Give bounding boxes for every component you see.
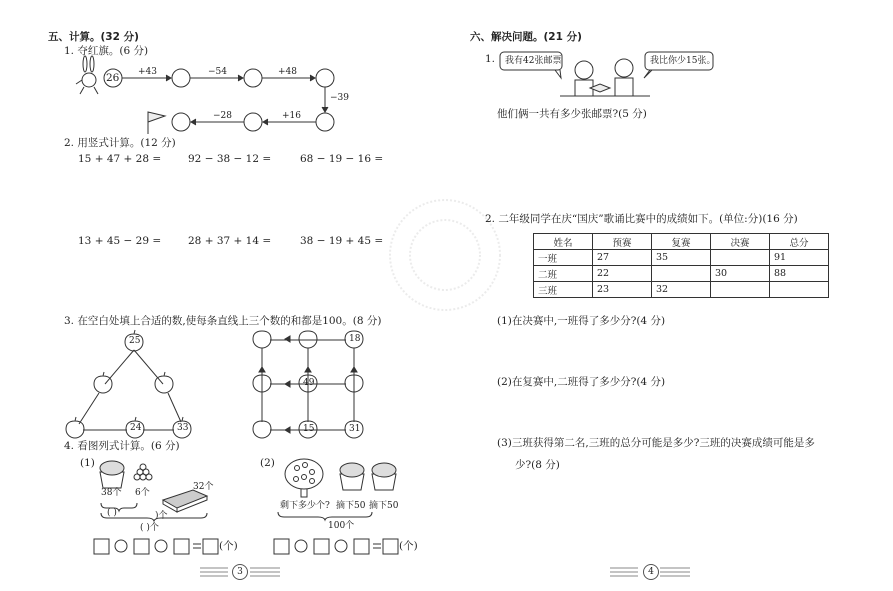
table-cell: 27 bbox=[593, 250, 652, 266]
table-cell bbox=[711, 282, 770, 298]
race-circle-4 bbox=[316, 113, 334, 131]
table-cell: 一班 bbox=[534, 250, 593, 266]
table-cell bbox=[652, 266, 711, 282]
table-cell bbox=[711, 250, 770, 266]
op-2: −54 bbox=[208, 67, 227, 77]
s6-q1-question: 他们俩一共有多少张邮票?(5 分) bbox=[497, 108, 647, 120]
grid-top-right: 18 bbox=[349, 334, 361, 344]
calc-5: 28 + 37 + 14 = bbox=[188, 235, 272, 247]
s6-q2-label: 2. 二年级同学在庆“国庆”歌诵比赛中的成绩如下。(单位:分)(16 分) bbox=[485, 213, 798, 225]
s6-q1-num: 1. bbox=[485, 53, 496, 65]
q4-p1-paren: ( ) bbox=[107, 508, 117, 518]
apple-shapes bbox=[66, 330, 191, 438]
q2-label: 2. 用竖式计算。(12 分) bbox=[64, 137, 176, 149]
brace-large bbox=[278, 512, 372, 520]
triangle-diagram bbox=[66, 330, 191, 438]
race-circle-6 bbox=[172, 113, 190, 131]
unit-2: (个) bbox=[399, 540, 418, 552]
apples-stack-icon bbox=[134, 464, 152, 480]
q4-p1-a: 38个 bbox=[101, 488, 122, 498]
table-header-cell: 复赛 bbox=[652, 234, 711, 250]
bubble-2: 我比你少15张。 bbox=[650, 56, 716, 66]
basket-icon bbox=[100, 461, 124, 488]
calc-6: 38 − 19 + 45 = bbox=[300, 235, 384, 247]
race-circle-1 bbox=[172, 69, 190, 87]
table-cell: 二班 bbox=[534, 266, 593, 282]
q4-part1-label: (1) bbox=[80, 457, 95, 469]
basket-icon bbox=[340, 463, 364, 490]
op-5: +16 bbox=[282, 111, 301, 121]
bubble-1: 我有42张邮票 bbox=[505, 56, 562, 66]
answer-blanks bbox=[94, 539, 398, 554]
race-circle-3 bbox=[316, 69, 334, 87]
start-value: 26 bbox=[106, 72, 120, 84]
table-cell: 23 bbox=[593, 282, 652, 298]
q4-p1-c: 32个 bbox=[193, 482, 214, 492]
calc-3: 68 − 19 − 16 = bbox=[300, 153, 384, 165]
op-1: +43 bbox=[138, 67, 157, 77]
tri-top: 25 bbox=[129, 336, 141, 346]
table-cell: 35 bbox=[652, 250, 711, 266]
table-header-cell: 总分 bbox=[770, 234, 829, 250]
q4-p2-m1: 摘下50 bbox=[336, 501, 366, 511]
grid-bottom-mid: 15 bbox=[303, 424, 315, 434]
table-row bbox=[534, 250, 829, 266]
op-3: +48 bbox=[278, 67, 297, 77]
q4-p2-total: 100个 bbox=[328, 521, 355, 531]
race-circle-2 bbox=[244, 69, 262, 87]
q4-label: 4. 看图列式计算。(6 分) bbox=[64, 440, 180, 452]
s6-sub3-line1: (3)三班获得第二名,三班的总分可能是多少?三班的决赛成绩可能是多 bbox=[497, 437, 815, 449]
table-header-cell: 预赛 bbox=[593, 234, 652, 250]
page-number-left: 3 bbox=[232, 564, 248, 580]
q4-p1-total: ( )个 bbox=[140, 523, 159, 533]
table-cell: 30 bbox=[711, 266, 770, 282]
table-header bbox=[534, 234, 829, 250]
q1-label: 1. 夺红旗。(6 分) bbox=[64, 45, 149, 57]
boy-icon bbox=[575, 61, 593, 96]
table-cell: 32 bbox=[652, 282, 711, 298]
girl-icon bbox=[615, 59, 633, 96]
q4-p2-m2: 摘下50 bbox=[369, 501, 399, 511]
crate-icon bbox=[163, 490, 207, 512]
table-cell: 22 bbox=[593, 266, 652, 282]
q4-part2-label: (2) bbox=[260, 457, 275, 469]
grid-center: 49 bbox=[303, 378, 315, 388]
op-4: −39 bbox=[330, 93, 349, 103]
table-row bbox=[534, 282, 829, 298]
table-cell: 88 bbox=[770, 266, 829, 282]
q4-p1-suffix: )个 bbox=[155, 511, 168, 521]
unit-1: (个) bbox=[219, 540, 238, 552]
basket-icon bbox=[372, 463, 396, 490]
race-circle-5 bbox=[244, 113, 262, 131]
s6-sub2: (2)在复赛中,二班得了多少分?(4 分) bbox=[497, 376, 666, 388]
table-cell bbox=[770, 282, 829, 298]
section5-title: 五、计算。(32 分) bbox=[48, 31, 139, 43]
rabbit-icon bbox=[76, 56, 98, 94]
tri-bottom-mid: 24 bbox=[130, 423, 142, 433]
apple-tree-icon bbox=[285, 459, 323, 497]
section6-title: 六、解决问题。(21 分) bbox=[470, 31, 582, 43]
calc-2: 92 − 38 − 12 = bbox=[188, 153, 272, 165]
op-6: −28 bbox=[213, 111, 232, 121]
table-cell: 91 bbox=[770, 250, 829, 266]
watermark bbox=[390, 200, 500, 310]
q4-p2-left: 剩下多少个? bbox=[280, 501, 330, 511]
table-row bbox=[534, 266, 829, 282]
q3-label: 3. 在空白处填上合适的数,使每条直线上三个数的和都是100。(8 分) bbox=[64, 315, 382, 327]
table-header-cell: 决赛 bbox=[711, 234, 770, 250]
grid-bottom-right: 31 bbox=[349, 424, 361, 434]
q4-p1-b: 6个 bbox=[135, 488, 150, 498]
tri-bottom-right: 33 bbox=[177, 423, 189, 433]
s6-sub1: (1)在决赛中,一班得了多少分?(4 分) bbox=[497, 315, 666, 327]
table-cell: 三班 bbox=[534, 282, 593, 298]
calc-1: 15 + 47 + 28 = bbox=[78, 153, 162, 165]
score-table bbox=[533, 233, 829, 298]
table-header-cell: 姓名 bbox=[534, 234, 593, 250]
page-number-right: 4 bbox=[643, 564, 659, 580]
page-footer-decor bbox=[200, 568, 690, 576]
calc-4: 13 + 45 − 29 = bbox=[78, 235, 162, 247]
s6-sub3-line2: 少?(8 分) bbox=[515, 459, 560, 471]
flag-icon bbox=[148, 112, 165, 134]
